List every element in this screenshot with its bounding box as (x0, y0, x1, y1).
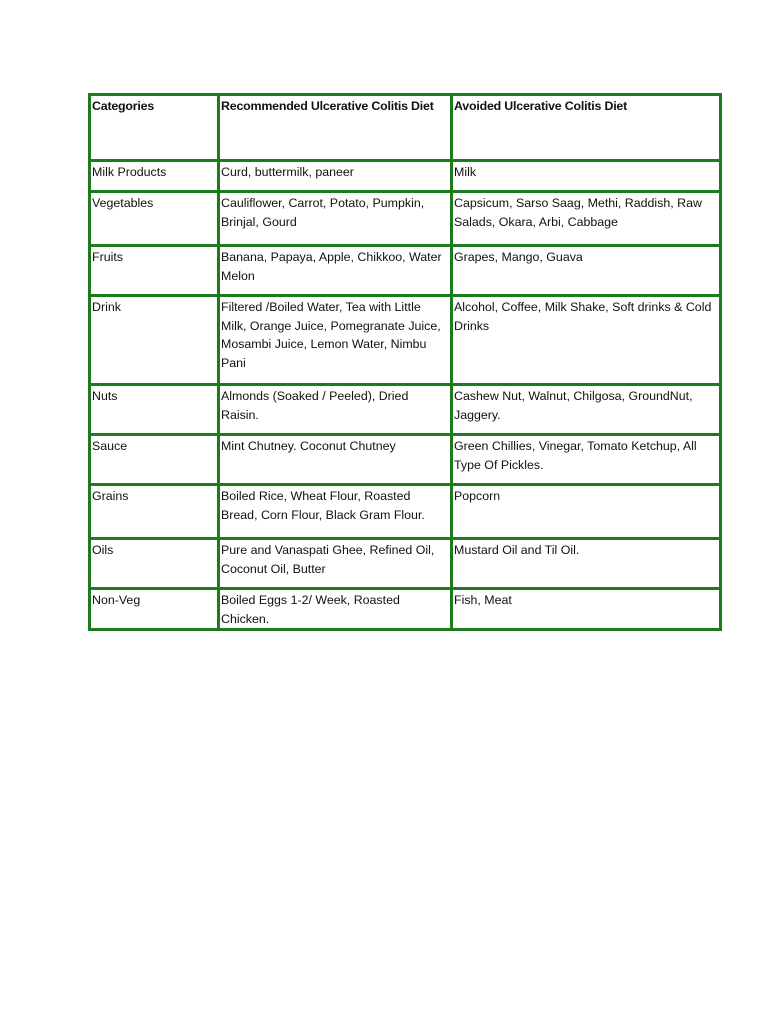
recommended-cell: Pure and Vanaspati Ghee, Refined Oil, Coconut Oil, Butter (219, 539, 452, 589)
header-avoided: Avoided Ulcerative Colitis Diet (452, 95, 721, 161)
avoided-cell: Capsicum, Sarso Saag, Methi, Raddish, Raw Salads, Okara, Arbi, Cabbage (452, 192, 721, 246)
avoided-cell: Fish, Meat (452, 589, 721, 630)
table-header-row (90, 95, 721, 161)
table-row (90, 539, 721, 589)
recommended-cell: Boiled Rice, Wheat Flour, Roasted Bread, Corn Flour, Black Gram Flour. (219, 485, 452, 539)
table-row (90, 385, 721, 435)
category-cell: Grains (90, 485, 219, 539)
avoided-cell: Grapes, Mango, Guava (452, 246, 721, 296)
recommended-cell: Mint Chutney. Coconut Chutney (219, 435, 452, 485)
category-cell: Vegetables (90, 192, 219, 246)
category-cell: Sauce (90, 435, 219, 485)
table-row (90, 246, 721, 296)
diet-table (88, 93, 722, 631)
recommended-cell: Cauliflower, Carrot, Potato, Pumpkin, Brinjal, Gourd (219, 192, 452, 246)
category-cell: Fruits (90, 246, 219, 296)
recommended-cell: Filtered /Boiled Water, Tea with Little Milk, Orange Juice, Pomegranate Juice, Mosambi Juice, Lemon Water, Nimbu Pani (219, 296, 452, 385)
avoided-cell: Green Chillies, Vinegar, Tomato Ketchup, All Type Of Pickles. (452, 435, 721, 485)
recommended-cell: Almonds (Soaked / Peeled), Dried Raisin. (219, 385, 452, 435)
recommended-cell: Boiled Eggs 1-2/ Week, Roasted Chicken. (219, 589, 452, 630)
recommended-cell: Banana, Papaya, Apple, Chikkoo, Water Melon (219, 246, 452, 296)
avoided-cell: Cashew Nut, Walnut, Chilgosa, GroundNut, Jaggery. (452, 385, 721, 435)
table-row (90, 161, 721, 192)
recommended-cell: Curd, buttermilk, paneer (219, 161, 452, 192)
header-categories: Categories (90, 95, 219, 161)
avoided-cell: Milk (452, 161, 721, 192)
table-row (90, 296, 721, 385)
category-cell: Milk Products (90, 161, 219, 192)
table-row (90, 589, 721, 630)
table-row (90, 192, 721, 246)
category-cell: Non-Veg (90, 589, 219, 630)
avoided-cell: Mustard Oil and Til Oil. (452, 539, 721, 589)
category-cell: Oils (90, 539, 219, 589)
header-recommended: Recommended Ulcerative Colitis Diet (219, 95, 452, 161)
table-row (90, 435, 721, 485)
avoided-cell: Popcorn (452, 485, 721, 539)
category-cell: Nuts (90, 385, 219, 435)
category-cell: Drink (90, 296, 219, 385)
table-row (90, 485, 721, 539)
avoided-cell: Alcohol, Coffee, Milk Shake, Soft drinks & Cold Drinks (452, 296, 721, 385)
